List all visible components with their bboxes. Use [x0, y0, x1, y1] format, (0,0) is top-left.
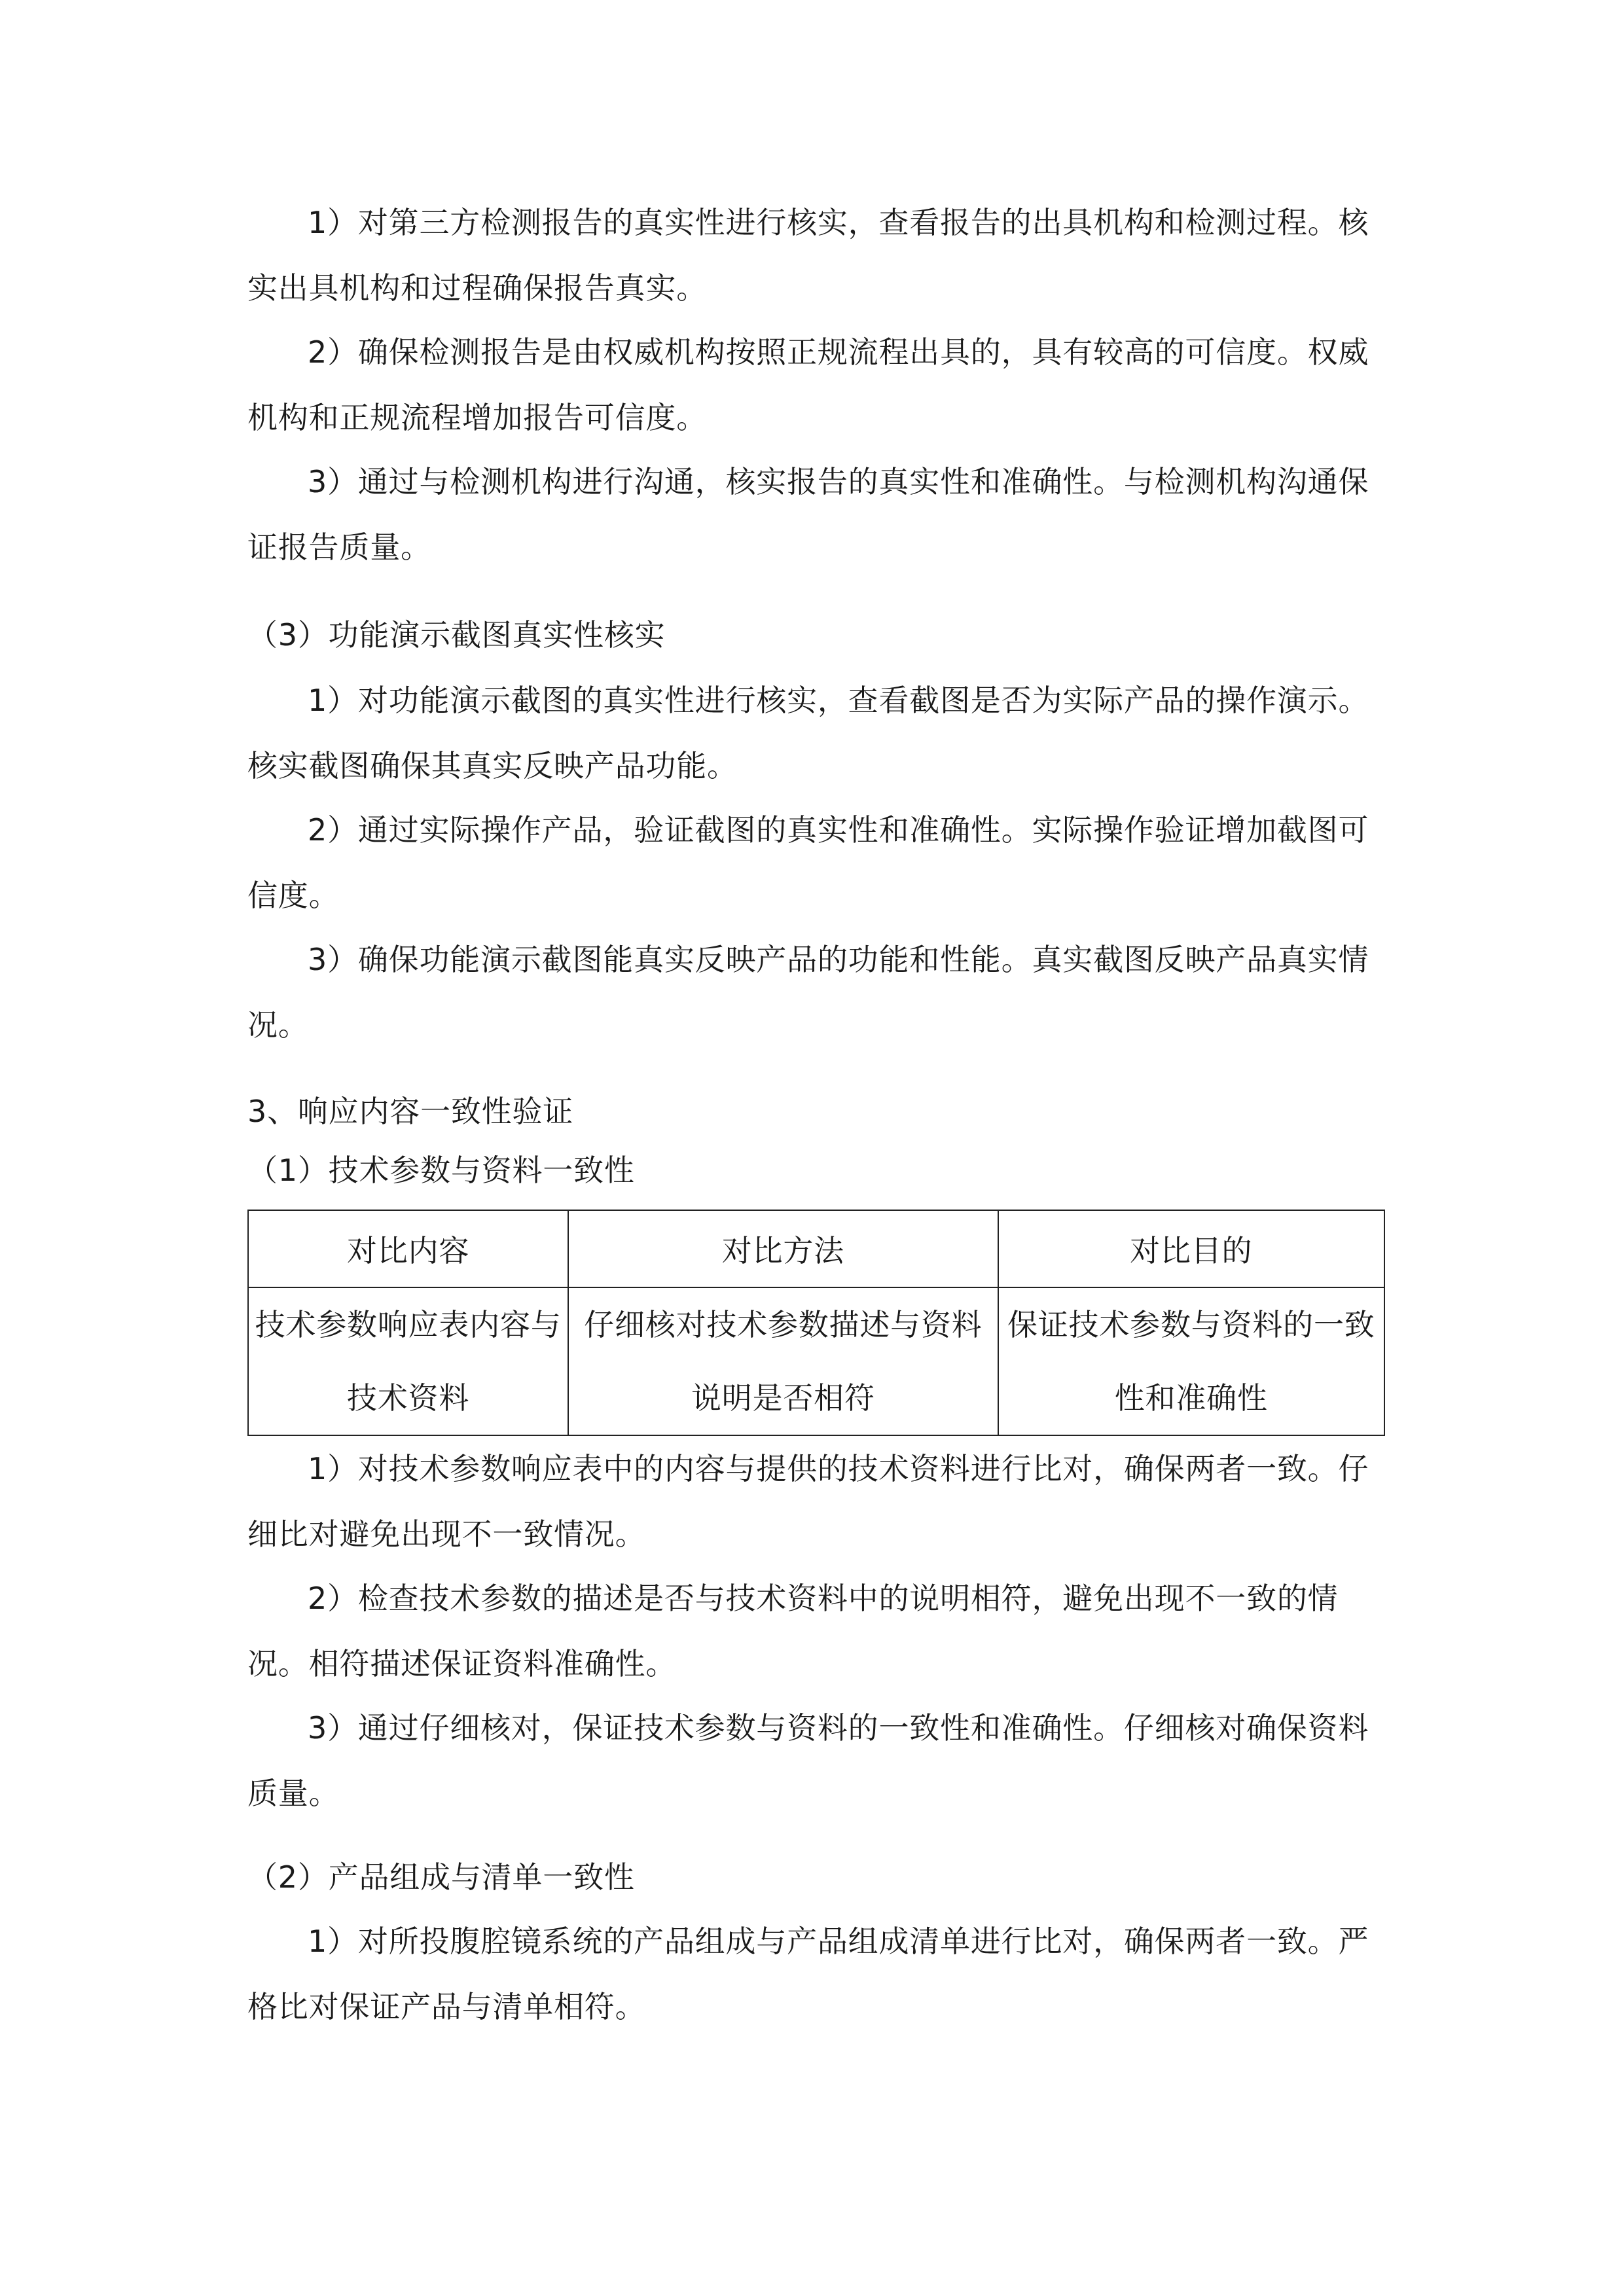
- section-title-screenshot-check: （3）功能演示截图真实性核实: [247, 617, 666, 653]
- table-cell: 保证技术参数与资料的一致性和准确性: [998, 1287, 1384, 1435]
- comparison-table: [247, 1210, 1385, 1436]
- table-header-cell: 对比目的: [998, 1210, 1384, 1287]
- chapter-title-consistency: 3、响应内容一致性验证: [247, 1094, 574, 1129]
- subsection-title-tech-params: （1）技术参数与资料一致性: [247, 1153, 635, 1188]
- table-header-cell: 对比方法: [568, 1210, 998, 1287]
- paragraph-report-check: 1）对第三方检测报告的真实性进行核实，查看报告的出具机构和检测过程。核实出具机构和过程确保报告真实。: [247, 205, 1369, 306]
- table-cell: 技术参数响应表内容与技术资料: [248, 1287, 568, 1435]
- paragraph-screenshot-2: 2）通过实际操作产品，验证截图的真实性和准确性。实际操作验证增加截图可信度。: [247, 812, 1369, 913]
- paragraph-screenshot-1: 1）对功能演示截图的真实性进行核实，查看截图是否为实际产品的操作演示。核实截图确保其真实反映产品功能。: [247, 683, 1369, 783]
- table-header-cell: 对比内容: [248, 1210, 568, 1287]
- paragraph-tech-1: 1）对技术参数响应表中的内容与提供的技术资料进行比对，确保两者一致。仔细比对避免出现不一致情况。: [247, 1451, 1369, 1552]
- paragraph-tech-2: 2）检查技术参数的描述是否与技术资料中的说明相符，避免出现不一致的情况。相符描述保证资料准确性。: [247, 1581, 1339, 1681]
- paragraph-communication: 3）通过与检测机构进行沟通，核实报告的真实性和准确性。与检测机构沟通保证报告质量。: [247, 464, 1369, 565]
- paragraph-screenshot-3: 3）确保功能演示截图能真实反映产品的功能和性能。真实截图反映产品真实情况。: [247, 942, 1369, 1043]
- paragraph-tech-3: 3）通过仔细核对，保证技术参数与资料的一致性和准确性。仔细核对确保资料质量。: [247, 1710, 1369, 1811]
- table-header-row: [248, 1210, 1384, 1287]
- subsection-title-product-list: （2）产品组成与清单一致性: [247, 1859, 635, 1895]
- table-row: [248, 1287, 1384, 1435]
- paragraph-product-1: 1）对所投腹腔镜系统的产品组成与产品组成清单进行比对，确保两者一致。严格比对保证产品与清单相符。: [247, 1924, 1369, 2024]
- table-cell: 仔细核对技术参数描述与资料说明是否相符: [568, 1287, 998, 1435]
- paragraph-authority: 2）确保检测报告是由权威机构按照正规流程出具的，具有较高的可信度。权威机构和正规流程增加报告可信度。: [247, 334, 1369, 435]
